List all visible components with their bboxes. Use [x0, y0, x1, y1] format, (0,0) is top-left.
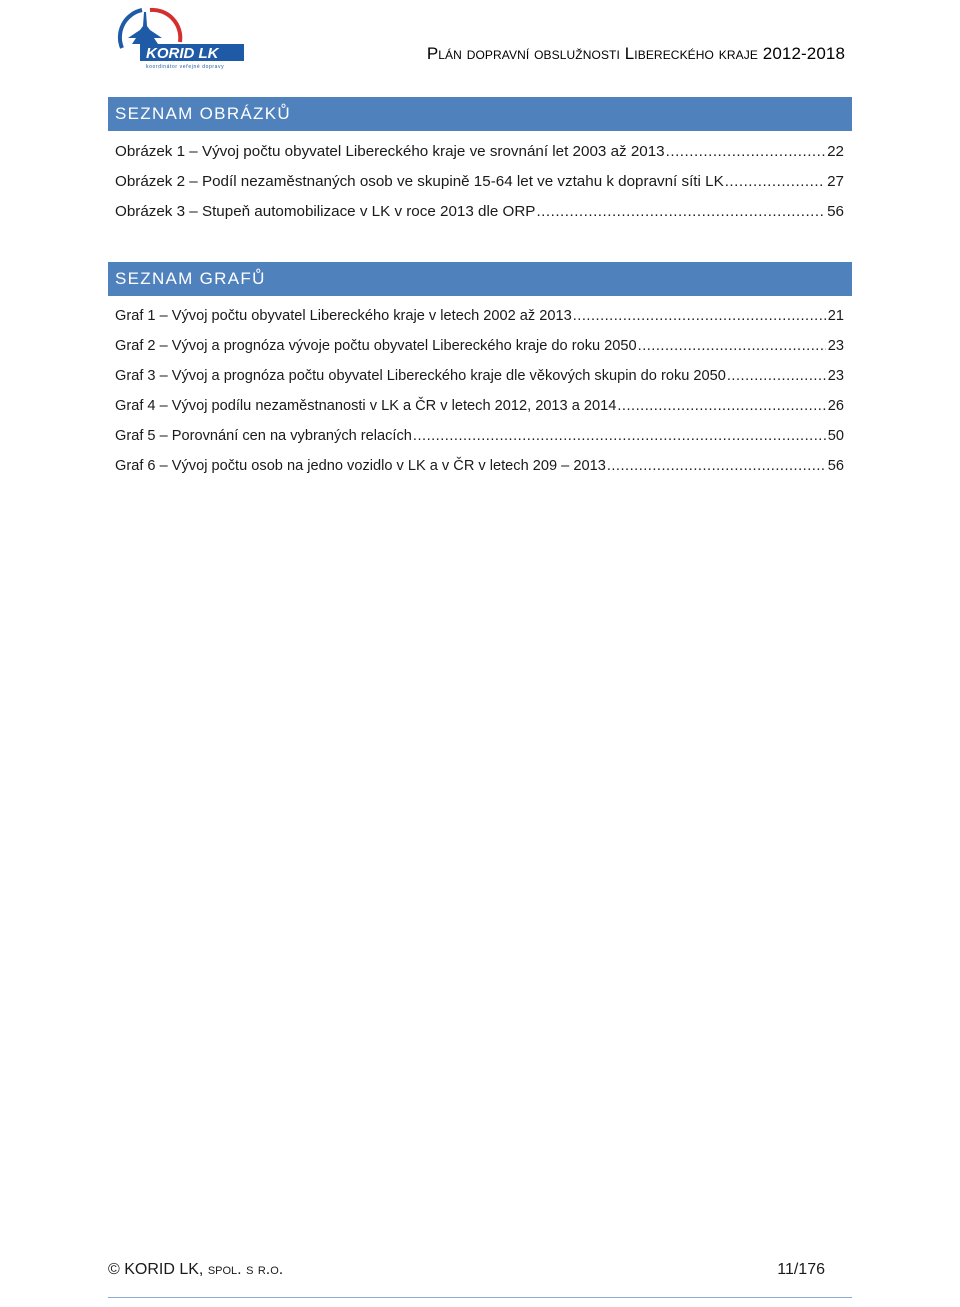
- toc-entry-page: 23: [827, 368, 844, 384]
- toc-entry-page: 23: [827, 338, 844, 354]
- toc-entry-page: 26: [827, 398, 844, 414]
- toc-entry[interactable]: [115, 203, 844, 233]
- toc-entry[interactable]: [115, 398, 844, 428]
- section-heading-images: SEZNAM OBRÁZKŮ: [108, 97, 852, 131]
- toc-entry-page: 27: [827, 173, 844, 190]
- logo-tagline: koordinátor veřejné dopravy: [146, 64, 225, 70]
- toc-leader: [725, 173, 825, 190]
- logo-tower: [128, 12, 162, 44]
- toc-entry-page: 56: [827, 203, 844, 220]
- toc-leader: [573, 308, 826, 324]
- footer-page-number: 11/176: [777, 1261, 825, 1278]
- toc-entry[interactable]: [115, 368, 844, 398]
- toc-entry[interactable]: [115, 428, 844, 458]
- toc-entry[interactable]: [115, 458, 844, 488]
- toc-leader: [638, 338, 826, 354]
- toc-leader: [727, 368, 826, 384]
- toc-entry-label: Graf 5 – Porovnání cen na vybraných relacích: [115, 428, 412, 444]
- toc-entry[interactable]: [115, 143, 844, 173]
- toc-entry-label: Graf 4 – Vývoj podílu nezaměstnanosti v LK a ČR v letech 2012, 2013 a 2014: [115, 398, 617, 414]
- toc-leader: [413, 428, 826, 444]
- korid-logo: [110, 4, 246, 72]
- korid-logo-icon: [110, 4, 246, 72]
- toc-leader: [617, 398, 825, 414]
- toc-entry-label: Obrázek 2 – Podíl nezaměstnaných osob ve skupině 15-64 let ve vztahu k dopravní síti LK: [115, 173, 724, 190]
- toc-entry-label: Obrázek 1 – Vývoj počtu obyvatel Libereckého kraje ve srovnání let 2003 až 2013: [115, 143, 665, 160]
- section-heading-charts: SEZNAM GRAFŮ: [108, 262, 852, 296]
- toc-entry[interactable]: [115, 338, 844, 368]
- toc-leader: [607, 458, 826, 474]
- toc-entry-label: Graf 6 – Vývoj počtu osob na jedno vozidlo v LK a v ČR v letech 209 – 2013: [115, 458, 606, 474]
- toc-entry-page: 50: [827, 428, 844, 444]
- toc-entry[interactable]: [115, 308, 844, 338]
- toc-list-images: [115, 143, 844, 233]
- toc-entry-label: Graf 2 – Vývoj a prognóza vývoje počtu obyvatel Libereckého kraje do roku 2050: [115, 338, 637, 354]
- toc-entry-label: Graf 3 – Vývoj a prognóza počtu obyvatel Libereckého kraje dle věkových skupin do roku 2050: [115, 368, 726, 384]
- footer-company-name: © KORID LK,: [108, 1261, 204, 1278]
- toc-entry-page: 21: [827, 308, 844, 324]
- toc-list-charts: [115, 308, 844, 488]
- toc-entry[interactable]: [115, 173, 844, 203]
- footer-divider: [108, 1297, 852, 1298]
- toc-leader: [536, 203, 825, 220]
- logo-text: KORID LK: [146, 45, 219, 62]
- toc-entry-page: 22: [827, 143, 844, 160]
- header-title: Plán dopravní obslužnosti Libereckého kraje 2012-2018: [426, 44, 845, 63]
- toc-entry-label: Obrázek 3 – Stupeň automobilizace v LK v roce 2013 dle ORP: [115, 203, 536, 220]
- toc-leader: [666, 143, 825, 160]
- footer-company: [108, 1261, 283, 1279]
- toc-entry-label: Graf 1 – Vývoj počtu obyvatel Libereckého kraje v letech 2002 až 2013: [115, 308, 572, 324]
- toc-entry-page: 56: [827, 458, 844, 474]
- footer-company-suffix: spol. s r.o.: [207, 1261, 284, 1278]
